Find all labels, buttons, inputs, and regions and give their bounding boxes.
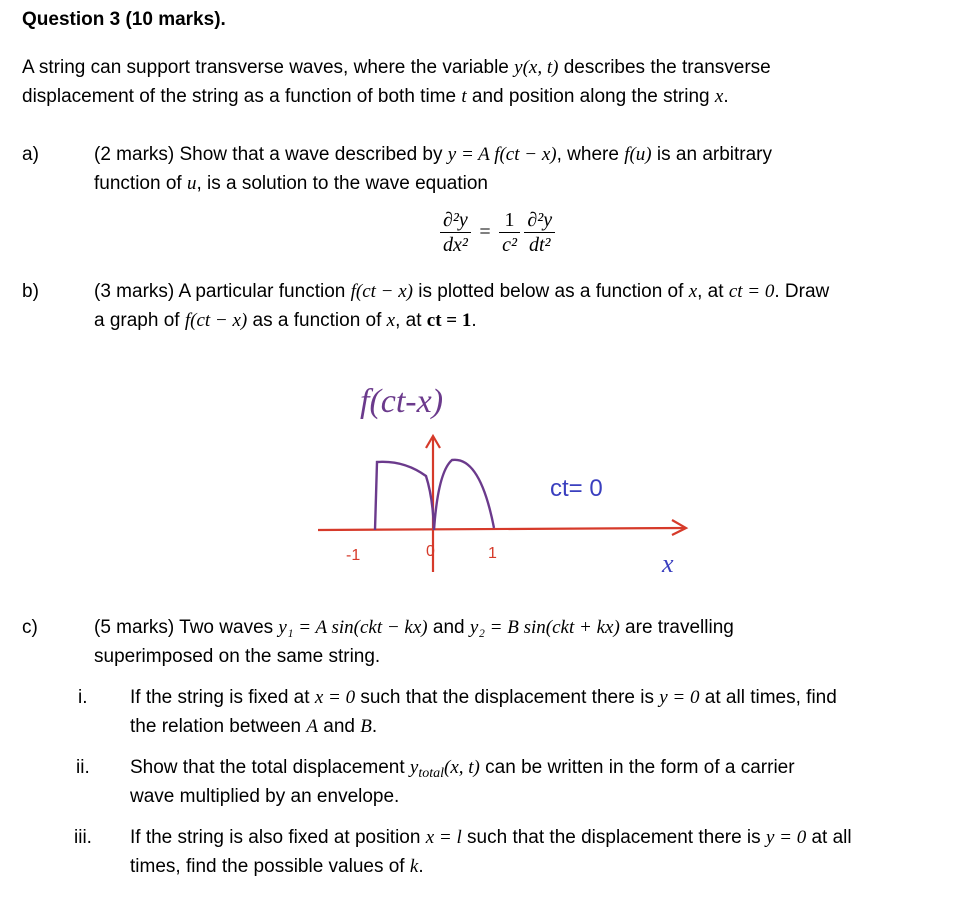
sketch-function-curve xyxy=(375,460,494,530)
eq-coef-numerator: 1 xyxy=(499,208,520,233)
math-f-u: f(u) xyxy=(624,144,652,165)
math-x-l: x = l xyxy=(425,827,462,848)
item-text: If the string is fixed at xyxy=(130,687,315,708)
part-c-line-2: superimposed on the same string. xyxy=(94,646,381,667)
eq-lhs-numerator: ∂²y xyxy=(440,208,471,233)
part-b-text: as a function of xyxy=(247,310,387,331)
math-ct-0: ct = 0 xyxy=(728,281,775,302)
part-a-text: function of xyxy=(94,173,187,194)
intro-text: . xyxy=(723,86,729,107)
math-f-ct-x: f(ct − x) xyxy=(184,310,248,331)
sketch-tick-neg-one: -1 xyxy=(346,547,361,564)
part-b-text: a graph of xyxy=(94,310,185,331)
math-y-0: y = 0 xyxy=(765,827,807,848)
part-b-text: (3 marks) A particular function xyxy=(94,281,351,302)
part-c-item-i-line-2 xyxy=(130,712,377,741)
sketch-x-label: x xyxy=(662,549,674,578)
part-c-item-numeral: ii. xyxy=(76,757,90,778)
math-t: t xyxy=(461,86,467,107)
part-a-text: (2 marks) Show that a wave described by xyxy=(94,144,448,165)
eq-rhs-fraction xyxy=(524,208,555,257)
math-y-0: y = 0 xyxy=(659,687,700,708)
math-y1: y₁ = A sin(ckt − kx) xyxy=(278,617,428,638)
eq-rhs-numerator: ∂²y xyxy=(524,208,555,233)
intro-text: A string can support transverse waves, where the variable xyxy=(22,57,515,78)
item-text: the relation between xyxy=(130,716,307,737)
item-text: . xyxy=(371,716,378,737)
part-b-text: . Draw xyxy=(774,281,830,302)
part-a-line-2 xyxy=(94,169,488,198)
item-text: . xyxy=(418,856,424,877)
sketch-graph xyxy=(300,360,720,585)
part-c-item-numeral: i. xyxy=(78,687,88,708)
math-B: B xyxy=(360,716,372,737)
part-c-item-numeral: iii. xyxy=(74,827,92,848)
math-y-total-subscript: total xyxy=(418,766,444,781)
part-a-text: is an arbitrary xyxy=(651,144,772,165)
part-b-label: b) xyxy=(22,281,39,302)
item-text: at all times, find xyxy=(699,687,837,708)
math-f-ct-x: f(ct − x) xyxy=(350,281,414,302)
item-text: Show that the total displacement xyxy=(130,757,410,778)
question-title: Question 3 (10 marks). xyxy=(22,9,226,30)
part-b-line-1 xyxy=(94,277,829,306)
eq-coef-fraction xyxy=(499,208,520,257)
part-b-line-2 xyxy=(94,306,477,335)
wave-equation xyxy=(440,208,555,257)
eq-lhs-fraction xyxy=(440,208,471,257)
item-text: If the string is also fixed at position xyxy=(130,827,426,848)
part-c-text: and xyxy=(427,617,470,638)
sketch-tick-one: 1 xyxy=(488,545,497,562)
math-u: u xyxy=(186,173,197,194)
math-x: x xyxy=(714,86,724,107)
math-x: x xyxy=(688,281,698,302)
eq-equals-sign: = xyxy=(479,221,491,243)
part-c-item-iii-line-2 xyxy=(130,852,424,881)
math-y-total: y xyxy=(409,757,419,778)
part-a-text: , is a solution to the wave equation xyxy=(196,173,488,194)
math-ct-1: ct = 1 xyxy=(426,310,472,331)
part-b-text: , at xyxy=(395,310,427,331)
eq-coef-denominator: c² xyxy=(502,234,517,256)
part-a-label: a) xyxy=(22,144,39,165)
part-b-text: , at xyxy=(697,281,729,302)
math-k: k xyxy=(409,856,419,877)
part-b-text: . xyxy=(471,310,477,331)
part-c-line-1 xyxy=(94,613,734,642)
math-wave-def: y = A f(ct − x) xyxy=(447,144,557,165)
sketch-tick-zero: 0 xyxy=(426,543,435,560)
sketch-func-label: f(ct-x) xyxy=(360,383,444,420)
math-x: x xyxy=(386,310,396,331)
math-y2: y₂ = B sin(ckt + kx) xyxy=(469,617,620,638)
math-A: A xyxy=(306,716,319,737)
part-c-text: (5 marks) Two waves xyxy=(94,617,279,638)
math-args: (x, t) xyxy=(444,757,480,778)
part-b-text: is plotted below as a function of xyxy=(413,281,689,302)
eq-rhs-denominator: dt² xyxy=(528,234,551,256)
part-c-item-ii-line-2: wave multiplied by an envelope. xyxy=(130,786,400,807)
sketch-ct-label: ct= 0 xyxy=(550,475,603,502)
item-text: can be written in the form of a carrier xyxy=(479,757,795,778)
item-text: and xyxy=(318,716,361,737)
item-text: such that the displacement there is xyxy=(355,687,660,708)
eq-lhs-denominator: dx² xyxy=(443,234,468,256)
part-c-item-i-line-1 xyxy=(130,683,837,712)
item-text: such that the displacement there is xyxy=(461,827,766,848)
intro-line-2 xyxy=(22,82,729,111)
intro-line-1 xyxy=(22,53,771,82)
part-c-text: are travelling xyxy=(619,617,734,638)
part-c-label: c) xyxy=(22,617,38,638)
sketch-x-axis xyxy=(318,528,685,530)
item-text: times, find the possible values of xyxy=(130,856,410,877)
item-text: at all xyxy=(806,827,852,848)
math-y-xt: y(x, t) xyxy=(514,57,559,78)
part-a-line-1 xyxy=(94,140,772,169)
part-a-text: , where xyxy=(556,144,625,165)
part-c-item-iii-line-1 xyxy=(130,823,852,852)
math-x-0: x = 0 xyxy=(314,687,356,708)
intro-text: displacement of the string as a function of both time xyxy=(22,86,462,107)
intro-text: and position along the string xyxy=(466,86,715,107)
intro-text: describes the transverse xyxy=(558,57,771,78)
